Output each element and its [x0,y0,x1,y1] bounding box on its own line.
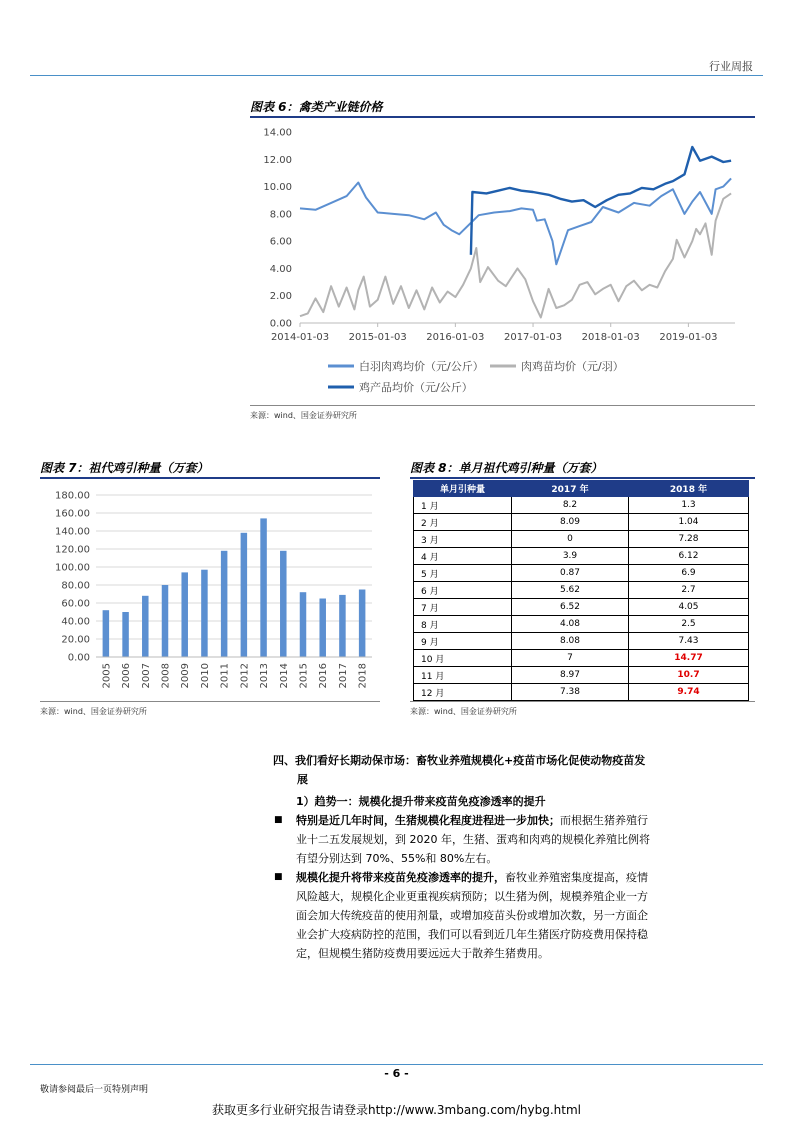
month-cell: 7 月 [414,599,512,616]
fig8-col-2017: 2017 年 [512,481,629,497]
table-row [414,582,749,599]
table-row [414,514,749,531]
y-tick-label: 10.00 [263,182,292,194]
value-2017-cell: 8.09 [512,514,629,531]
table-row [414,616,749,633]
value-2017-cell: 8.97 [512,667,629,684]
bullet-paragraph-2 [296,868,752,963]
x-tick-label: 2014 [278,663,290,689]
y-tick-label: 40.00 [61,616,90,628]
legend-item-chicken-product [328,380,473,394]
bullet-paragraph-1 [296,811,752,868]
page-number: - 6 - [384,1067,409,1080]
fig8-table [413,480,749,701]
bar-2015 [300,592,307,657]
value-2017-cell: 5.62 [512,582,629,599]
value-2017-cell: 0.87 [512,565,629,582]
section-heading-line-1: 四、我们看好长期动保市场：畜牧业养殖规模化+疫苗市场化促使动物疫苗发 [273,754,646,767]
value-2018-cell: 2.7 [629,582,749,599]
value-2018-cell: 1.04 [629,514,749,531]
x-tick-label: 2011 [219,663,231,689]
bullet2-line-2: 风险越大，规模化企业更重视疾病预防；以生猪为例，规模养殖企业一方 [296,890,648,903]
value-2018-cell-highlight: 14.77 [629,650,749,667]
x-tick-label: 2017 [337,663,349,689]
fig7-source: 来源：wind、国金证券研究所 [40,707,147,716]
bullet2-line-3: 面会加大传统疫苗的使用剂量，或增加疫苗头份或增加次数，另一方面企 [296,909,648,922]
value-2017-cell: 8.2 [512,497,629,514]
bullet1-line-1: 而根据生猪养殖行 [560,814,648,827]
y-tick-label: 160.00 [55,508,90,520]
bullet2-line-5: 定，但规模生猪防疫费用要远远大于散养生猪费用。 [296,947,549,960]
month-cell: 4 月 [414,548,512,565]
table-row [414,565,749,582]
value-2018-cell: 4.05 [629,599,749,616]
value-2018-cell: 7.43 [629,633,749,650]
x-tick-label: 2009 [180,663,192,689]
footer-divider [30,1064,763,1065]
bar-2014 [280,551,287,657]
fig8-col-month: 单月引种量 [414,481,512,497]
value-2018-cell: 6.12 [629,548,749,565]
month-cell: 8 月 [414,616,512,633]
value-2017-cell: 3.9 [512,548,629,565]
value-2018-cell: 2.5 [629,616,749,633]
y-tick-label: 120.00 [55,544,90,556]
bar-2009 [181,572,188,657]
x-tick-label: 2018 [357,663,369,689]
month-cell: 12 月 [414,684,512,701]
month-cell: 11 月 [414,667,512,684]
y-tick-label: 0.00 [269,318,292,330]
legend-item-broiler [328,359,484,373]
value-2017-cell: 7 [512,650,629,667]
section-heading-line-2: 展 [297,773,308,786]
x-tick-label: 2019-01-03 [659,332,718,343]
bar-2006 [122,612,129,657]
legend-item-chick [490,359,624,373]
fig8-title: 图表 8：单月祖代鸡引种量（万套） [410,461,603,475]
x-tick-label: 2017-01-03 [503,332,563,343]
bar-2018 [359,590,366,658]
value-2018-cell: 6.9 [629,565,749,582]
month-cell: 10 月 [414,650,512,667]
square-bullet-icon: ■ [274,815,283,825]
bar-2017 [339,595,346,657]
y-tick-label: 2.00 [269,291,292,303]
promo-link[interactable]: 获取更多行业研究报告请登录http://www.3mbang.com/hybg.html [211,1103,581,1117]
series-line-chick-price [300,193,731,317]
month-cell: 5 月 [414,565,512,582]
month-cell: 9 月 [414,633,512,650]
legend-label: 鸡产品均价（元/公斤） [359,381,473,394]
fig8-bottom-rule [410,701,755,702]
bullet1-line-3: 有望分别达到 70%、55%和 80%左右。 [296,852,498,865]
square-bullet-icon: ■ [274,872,283,882]
fig8-source: 来源：wind、国金证券研究所 [410,707,517,716]
bar-2007 [142,596,149,657]
value-2018-cell: 1.3 [629,497,749,514]
value-2017-cell: 8.08 [512,633,629,650]
series-line-broiler-price [300,178,731,264]
section-heading [273,751,645,789]
fig7-bar-chart [40,479,380,699]
x-tick-label: 2005 [101,663,113,689]
fig7-title: 图表 7：祖代鸡引种量（万套） [40,461,209,475]
bullet1-line-2: 业十二五发展规划，到 2020 年，生猪、蛋鸡和肉鸡的规模化养殖比例将 [296,833,650,846]
y-tick-label: 20.00 [61,634,90,646]
bullet2-bold-lead: 规模化提升将带来疫苗免疫渗透率的提升， [296,871,505,884]
x-tick-label: 2012 [239,663,251,689]
legend-label: 肉鸡苗均价（元/羽） [521,360,624,373]
y-tick-label: 100.00 [55,562,90,574]
value-2017-cell: 4.08 [512,616,629,633]
table-row [414,599,749,616]
value-2017-cell: 7.38 [512,684,629,701]
header-divider [30,75,763,76]
y-tick-label: 140.00 [55,526,90,538]
y-tick-label: 180.00 [55,490,90,502]
bullet2-line-1: 畜牧业养殖密集度提高，疫情 [505,871,648,884]
bar-2013 [260,518,267,657]
fig8-col-2018: 2018 年 [629,481,749,497]
sub-heading: 1）趋势一：规模化提升带来疫苗免疫渗透率的提升 [296,795,546,808]
x-tick-label: 2010 [199,663,211,689]
x-tick-label: 2015 [298,663,310,689]
fig8-title-rule [410,477,755,479]
y-tick-label: 12.00 [263,154,292,166]
legend-label: 白羽肉鸡均价（元/公斤） [359,360,484,373]
x-tick-label: 2018-01-03 [581,332,640,343]
table-row [414,531,749,548]
y-tick-label: 60.00 [61,598,90,610]
y-tick-label: 80.00 [61,580,90,592]
disclaimer-notice: 敬请参阅最后一页特别声明 [40,1085,149,1095]
value-2017-cell: 6.52 [512,599,629,616]
value-2017-cell: 0 [512,531,629,548]
bar-2005 [103,610,110,657]
value-2018-cell-highlight: 10.7 [629,667,749,684]
value-2018-cell: 7.28 [629,531,749,548]
x-tick-label: 2015-01-03 [348,332,407,343]
fig6-title: 图表 6：禽类产业链价格 [250,100,383,114]
bar-2010 [201,570,208,657]
x-tick-label: 2013 [259,663,271,689]
x-tick-label: 2016 [318,663,330,689]
y-tick-label: 14.00 [263,127,292,139]
bar-2012 [241,533,248,657]
x-tick-label: 2016-01-03 [426,332,485,343]
table-row [414,684,749,701]
bullet2-line-4: 业会扩大疫病防控的范围，我们可以看到近几年生猪医疗防疫费用保持稳 [296,928,648,941]
value-2018-cell-highlight: 9.74 [629,684,749,701]
y-tick-label: 0.00 [67,652,90,664]
table-row [414,548,749,565]
table-row [414,667,749,684]
y-tick-label: 4.00 [269,263,292,275]
x-tick-label: 2008 [160,663,172,689]
x-tick-label: 2007 [140,663,152,689]
x-tick-label: 2014-01-03 [270,332,330,343]
bullet1-bold-lead: 特别是近几年时间，生猪规模化程度进程进一步加快； [296,814,560,827]
month-cell: 2 月 [414,514,512,531]
x-tick-label: 2006 [121,663,133,689]
fig8-header-row [414,481,749,497]
month-cell: 1 月 [414,497,512,514]
table-row [414,633,749,650]
bar-2008 [162,585,169,657]
table-row [414,650,749,667]
y-tick-label: 8.00 [269,209,292,221]
report-type-label: 行业周报 [709,60,753,73]
fig7-bottom-rule [40,701,380,702]
fig6-bottom-rule [250,405,755,406]
month-cell: 6 月 [414,582,512,599]
fig6-line-chart [250,118,755,403]
bar-2016 [319,599,326,658]
y-tick-label: 6.00 [269,236,292,248]
table-row [414,497,749,514]
bar-2011 [221,551,228,657]
month-cell: 3 月 [414,531,512,548]
fig6-source: 来源：wind、国金证券研究所 [250,411,357,420]
